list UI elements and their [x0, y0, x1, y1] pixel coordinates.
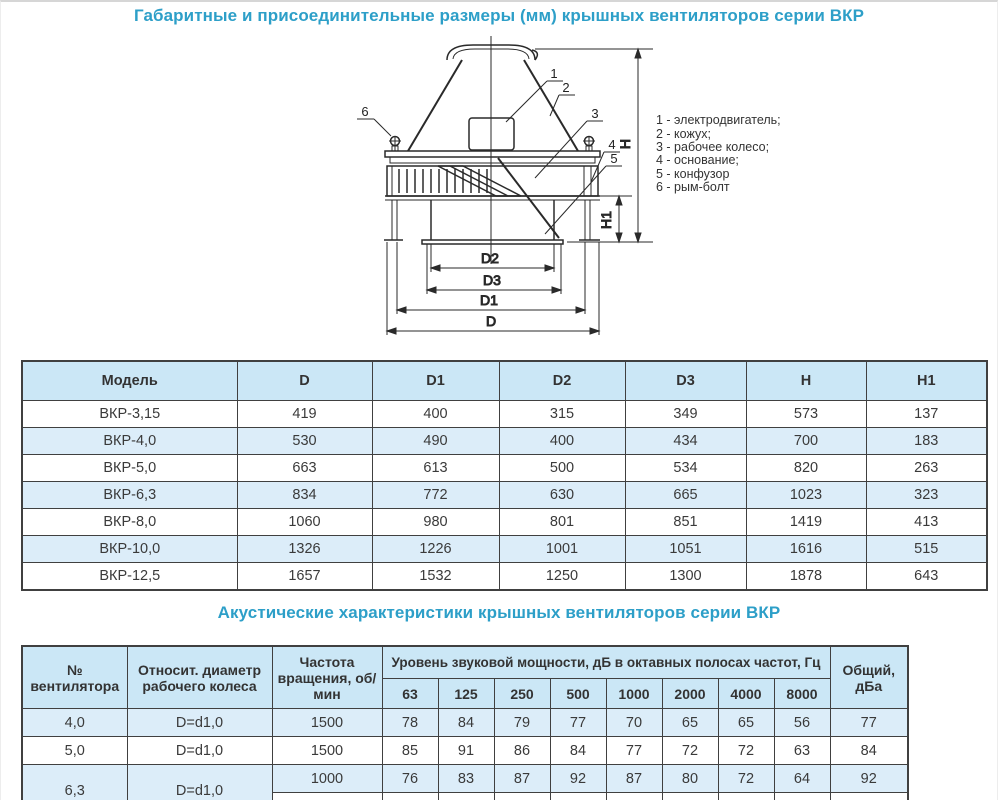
dim-value-cell: 772: [372, 482, 499, 509]
dimensions-header-cell: D1: [372, 361, 499, 401]
dim-value-cell: 349: [625, 401, 746, 428]
dimension-row: [22, 455, 987, 482]
dim-value-cell: 490: [372, 428, 499, 455]
dim-value-cell: 1051: [625, 536, 746, 563]
dimensions-table-wrap: [21, 360, 988, 591]
dim-label-d2: D2: [481, 250, 499, 266]
level-cell: 84: [550, 737, 606, 765]
page-title-dimensions: Габаритные и присоединительные размеры (мм) крышных вентиляторов серии ВКР: [133, 6, 865, 25]
header-rotation: Частота вращения, об/мин: [272, 646, 382, 709]
dim-label-d3: D3: [483, 272, 501, 288]
level-cell: 64: [774, 765, 830, 793]
level-cell: 91: [438, 737, 494, 765]
rpm-cell: 1500: [272, 737, 382, 765]
legend-line: 2 - кожух;: [656, 127, 711, 141]
clipped-cell: [830, 793, 908, 800]
dim-value-cell: 323: [866, 482, 987, 509]
level-cell: 77: [830, 709, 908, 737]
level-cell: 78: [382, 709, 438, 737]
dim-value-cell: 515: [866, 536, 987, 563]
dim-value-cell: 137: [866, 401, 987, 428]
level-cell: 76: [382, 765, 438, 793]
dim-label-h: H: [617, 138, 633, 150]
level-cell: 72: [662, 737, 718, 765]
diameter-cell: D=d1,0: [127, 709, 272, 737]
clipped-cell: [438, 793, 494, 800]
level-cell: 86: [494, 737, 550, 765]
dim-value-cell: 413: [866, 509, 987, 536]
header-band-63: 63: [382, 679, 438, 709]
level-cell: 72: [718, 737, 774, 765]
dimension-row: [22, 563, 987, 591]
acoustic-table-wrap: [21, 645, 909, 800]
level-cell: 72: [718, 765, 774, 793]
dim-value-cell: 434: [625, 428, 746, 455]
level-cell: 83: [438, 765, 494, 793]
level-cell: 87: [606, 765, 662, 793]
header-band-250: 250: [494, 679, 550, 709]
dim-value-cell: 500: [499, 455, 625, 482]
callout-3: 3: [591, 106, 599, 121]
clipped-cell: [272, 793, 382, 800]
acoustic-table: [21, 645, 909, 800]
dim-value-cell: 630: [499, 482, 625, 509]
model-cell: ВКР-6,3: [22, 482, 237, 509]
dimension-row: [22, 401, 987, 428]
dim-value-cell: 263: [866, 455, 987, 482]
acoustic-row: [22, 709, 908, 737]
dim-value-cell: 613: [372, 455, 499, 482]
legend-line: 1 - электродвигатель;: [656, 113, 781, 127]
dim-value-cell: 530: [237, 428, 372, 455]
dim-value-cell: 700: [746, 428, 866, 455]
legend-line: 3 - рабочее колесо;: [656, 140, 770, 154]
acoustic-header-row-1: [22, 646, 908, 679]
clipped-cell: [494, 793, 550, 800]
dim-value-cell: 643: [866, 563, 987, 591]
dim-label-d1: D1: [480, 292, 498, 308]
dim-value-cell: 419: [237, 401, 372, 428]
dim-value-cell: 801: [499, 509, 625, 536]
legend-line: 4 - основание;: [656, 153, 739, 167]
dimensions-header-cell: D: [237, 361, 372, 401]
dim-label-d: D: [485, 313, 497, 329]
callout-2: 2: [562, 80, 570, 95]
dim-value-cell: 400: [499, 428, 625, 455]
fan-drawing: [384, 36, 600, 264]
header-band-1000: 1000: [606, 679, 662, 709]
clipped-cell: [662, 793, 718, 800]
legend-line: 5 - конфузор: [656, 167, 730, 181]
dim-value-cell: 400: [372, 401, 499, 428]
callout-5: 5: [610, 151, 618, 166]
level-cell: 80: [662, 765, 718, 793]
header-rel-diameter: Относит. диаметр рабочего колеса: [127, 646, 272, 709]
dim-value-cell: 1657: [237, 563, 372, 591]
dim-value-cell: 1326: [237, 536, 372, 563]
model-cell: ВКР-10,0: [22, 536, 237, 563]
dimensions-header-cell: D3: [625, 361, 746, 401]
dim-value-cell: 573: [746, 401, 866, 428]
dim-label-h1: H1: [598, 211, 614, 229]
header-fan-no: № вентилятора: [22, 646, 127, 709]
dimensions-header-cell: D2: [499, 361, 625, 401]
dimension-lines: [387, 49, 653, 335]
model-cell: ВКР-3,15: [22, 401, 237, 428]
level-cell: 84: [438, 709, 494, 737]
clipped-cell: [382, 793, 438, 800]
dim-value-cell: 1250: [499, 563, 625, 591]
dim-value-cell: 1532: [372, 563, 499, 591]
clipped-cell: [550, 793, 606, 800]
callout-4: 4: [608, 137, 616, 152]
fan-no-cell: 5,0: [22, 737, 127, 765]
level-cell: 85: [382, 737, 438, 765]
clipped-cell: [718, 793, 774, 800]
rpm-cell: 1000: [272, 765, 382, 793]
dimensions-header-cell: H: [746, 361, 866, 401]
dimensions-header-cell: Модель: [22, 361, 237, 401]
level-cell: 65: [662, 709, 718, 737]
dimensions-table: [21, 360, 988, 591]
model-cell: ВКР-8,0: [22, 509, 237, 536]
header-band-8000: 8000: [774, 679, 830, 709]
parts-legend: [656, 113, 781, 194]
dimension-row: [22, 482, 987, 509]
diameter-cell: D=d1,0: [127, 765, 272, 800]
level-cell: 70: [606, 709, 662, 737]
dim-value-cell: 1419: [746, 509, 866, 536]
dim-value-cell: 665: [625, 482, 746, 509]
header-band-2000: 2000: [662, 679, 718, 709]
eyebolt-left: [389, 136, 401, 151]
eyebolt-right: [583, 136, 595, 151]
dim-value-cell: 1060: [237, 509, 372, 536]
header-band-500: 500: [550, 679, 606, 709]
fan-no-cell: 4,0: [22, 709, 127, 737]
dimension-row: [22, 509, 987, 536]
model-cell: ВКР-12,5: [22, 563, 237, 591]
level-cell: 92: [830, 765, 908, 793]
level-cell: 63: [774, 737, 830, 765]
diameter-cell: D=d1,0: [127, 737, 272, 765]
fan-no-cell: 6,3: [22, 765, 127, 800]
dim-value-cell: 663: [237, 455, 372, 482]
dim-value-cell: 834: [237, 482, 372, 509]
dimension-row: [22, 428, 987, 455]
rpm-cell: 1500: [272, 709, 382, 737]
level-cell: 65: [718, 709, 774, 737]
acoustic-row: [22, 765, 908, 793]
dim-value-cell: 1878: [746, 563, 866, 591]
model-cell: ВКР-5,0: [22, 455, 237, 482]
level-cell: 56: [774, 709, 830, 737]
model-cell: ВКР-4,0: [22, 428, 237, 455]
dim-value-cell: 851: [625, 509, 746, 536]
dimensions-header-cell: H1: [866, 361, 987, 401]
dim-value-cell: 1226: [372, 536, 499, 563]
callout-6: 6: [361, 104, 369, 119]
level-cell: 84: [830, 737, 908, 765]
fan-diagram: [1, 32, 998, 362]
level-cell: 87: [494, 765, 550, 793]
dim-value-cell: 1616: [746, 536, 866, 563]
header-sound-power: Уровень звуковой мощности, дБ в октавных полосах частот, Гц: [382, 646, 830, 679]
callout-1: 1: [550, 66, 558, 81]
dim-value-cell: 1023: [746, 482, 866, 509]
acoustic-row: [22, 737, 908, 765]
level-cell: 92: [550, 765, 606, 793]
level-cell: 77: [550, 709, 606, 737]
level-cell: 79: [494, 709, 550, 737]
clipped-cell: [606, 793, 662, 800]
dim-value-cell: 183: [866, 428, 987, 455]
legend-line: 6 - рым-болт: [656, 180, 730, 194]
dim-value-cell: 315: [499, 401, 625, 428]
dim-value-cell: 534: [625, 455, 746, 482]
dim-value-cell: 820: [746, 455, 866, 482]
dimension-row: [22, 536, 987, 563]
header-band-4000: 4000: [718, 679, 774, 709]
header-band-125: 125: [438, 679, 494, 709]
dim-value-cell: 1300: [625, 563, 746, 591]
dimensions-header-row: [22, 361, 987, 401]
level-cell: 77: [606, 737, 662, 765]
dim-value-cell: 1001: [499, 536, 625, 563]
page-title-acoustics: Акустические характеристики крышных вентиляторов серии ВКР: [217, 603, 781, 622]
dim-value-cell: 980: [372, 509, 499, 536]
header-total: Общий, дБа: [830, 646, 908, 709]
clipped-cell: [774, 793, 830, 800]
